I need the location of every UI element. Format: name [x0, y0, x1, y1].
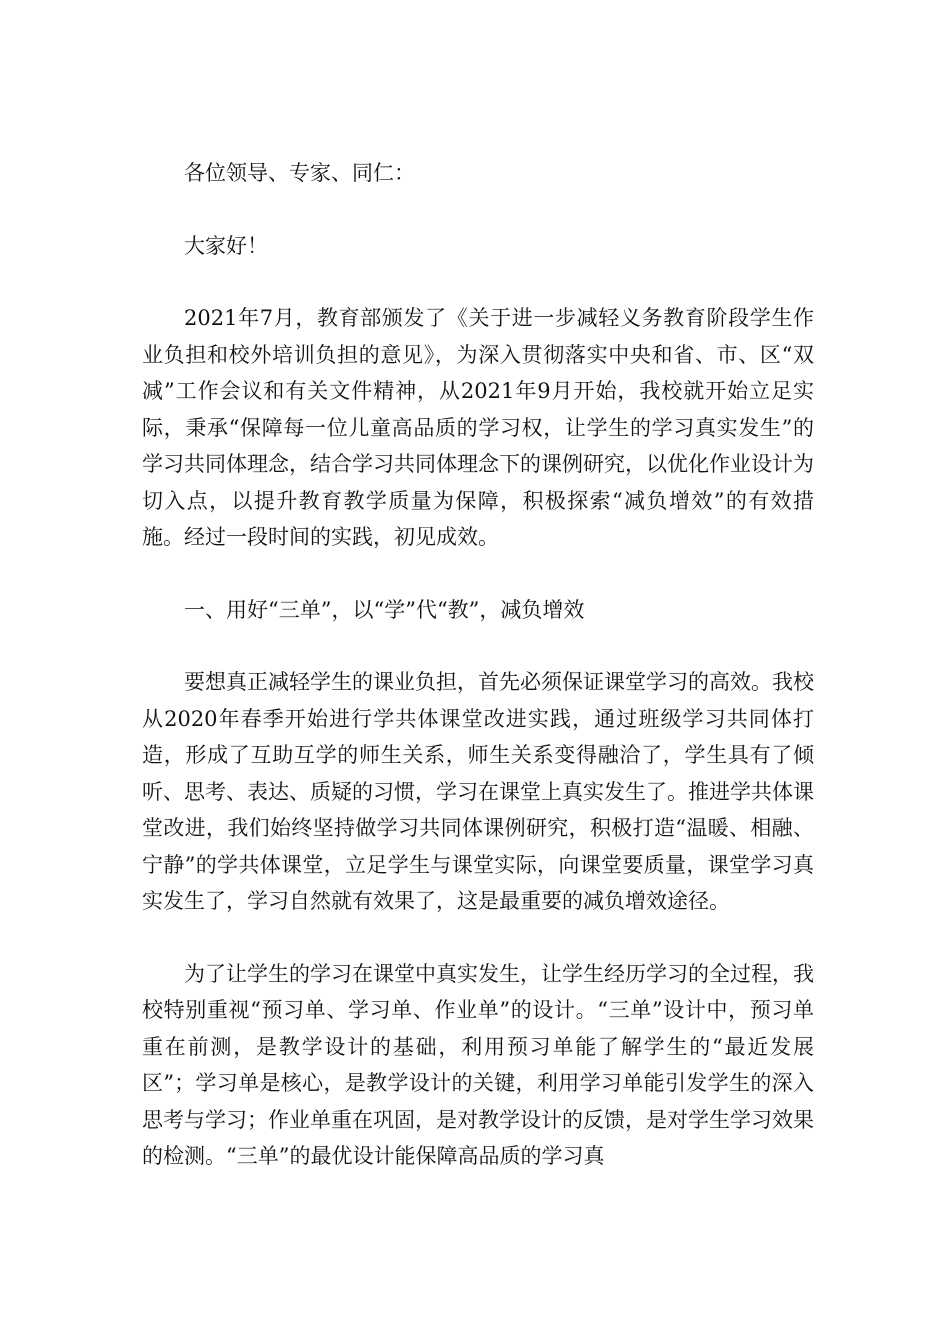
body-paragraph: 为了让学生的学习在课堂中真实发生，让学生经历学习的全过程，我校特别重视“预习单、学习单、作业单”的设计。“三单”设计中，预习单重在前测，是教学设计的基础，利用预习单能了解学生的“最近发展区”；学习单是核心，是教学设计的关键，利用学习单能引发学生的深入思考与学习；作业单重在巩固，是对教学设计的反馈，是对学生学习效果的检测。“三单”的最优设计能保障高品质的学习真	[142, 961, 814, 1168]
document-body	[142, 155, 814, 1211]
greeting: 大家好！	[184, 233, 268, 258]
salutation: 各位领导、专家、同仁：	[184, 161, 415, 185]
intro-paragraph: 2021年7月，教育部颁发了《关于进一步减轻义务教育阶段学生作业负担和校外培训负担的意见》，为深入贯彻落实中央和省、市、区“双减”工作会议和有关文件精神，从2021年9月开始，我校就开始立足实际，秉承“保障每一位儿童高品质的学习权，让学生的学习真实发生”的学习共同体理念，结合学习共同体理念下的课例研究，以优化作业设计为切入点，以提升教育教学质量为保障，积极探索“减负增效”的有效措施。经过一段时间的实践，初见成效。	[142, 306, 814, 549]
body-paragraph: 要想真正减轻学生的课业负担，首先必须保证课堂学习的高效。我校从2020年春季开始进行学共体课堂改进实践，通过班级学习共同体打造，形成了互助互学的师生关系，师生关系变得融洽了，学生具有了倾听、思考、表达、质疑的习惯，学习在课堂上真实发生了。推进学共体课堂改进，我们始终坚持做学习共同体课例研究，积极打造“温暖、相融、宁静”的学共体课堂，立足学生与课堂实际，向课堂要质量，课堂学习真实发生了，学习自然就有效果了，这是最重要的减负增效途径。	[142, 670, 814, 913]
section-heading: 一、用好“三单”，以“学”代“教”，减负增效	[184, 597, 585, 622]
